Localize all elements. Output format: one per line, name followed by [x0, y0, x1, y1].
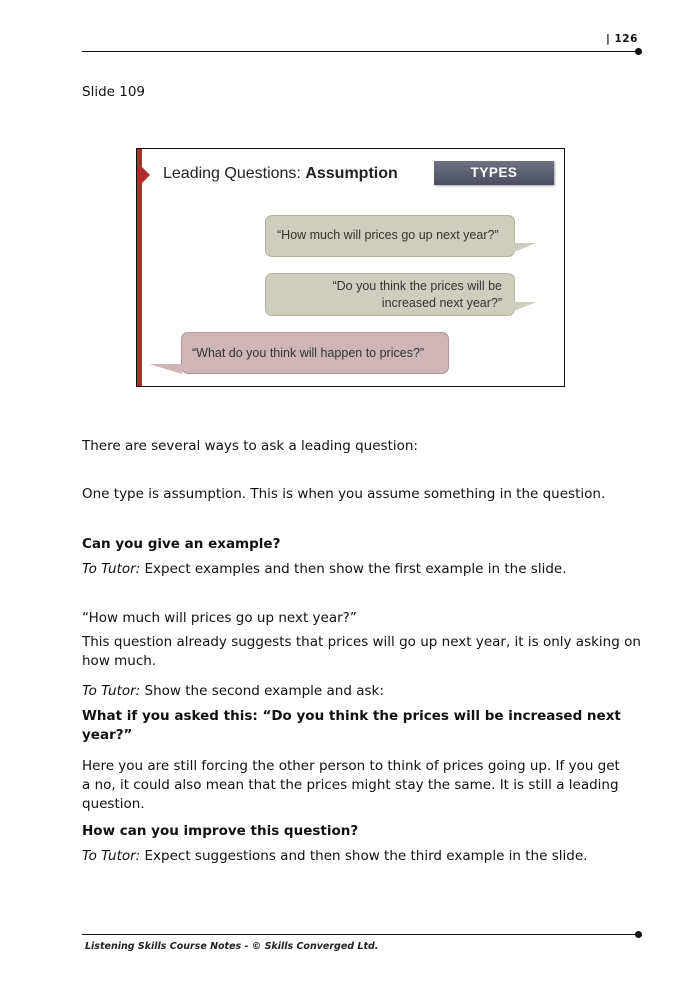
slide-title-bold: Assumption	[305, 165, 398, 182]
page-number: | 126	[606, 33, 638, 45]
paragraph-intro: There are several ways to ask a leading question:	[82, 438, 418, 454]
speech-bubble-tail	[149, 364, 182, 374]
slide-image	[136, 148, 565, 387]
paragraph-forcing: Here you are still forcing the other person to think of prices going up. If you get a no, it could also mean that the prices might stay the same. It is still a leading question.	[82, 758, 620, 812]
header-rule	[82, 51, 638, 52]
slide-arrow-icon	[142, 167, 150, 183]
bubble-1-text: “How much will prices go up next year?”	[277, 228, 499, 242]
tutor-note-2	[82, 682, 642, 701]
question-improve	[82, 822, 642, 841]
speech-bubble-tail	[514, 243, 536, 252]
tutor-note-text: Expect suggestions and then show the third example in the slide.	[140, 848, 588, 864]
paragraph-explanation: This question already suggests that prices will go up next year, it is only asking on how much.	[82, 634, 641, 669]
speech-bubble-3	[181, 332, 449, 374]
speech-bubble-1	[265, 215, 515, 257]
tutor-note-3	[82, 847, 642, 866]
bubble-2-line-2: increased next year?”	[381, 296, 502, 310]
tutor-note-text: Expect examples and then show the first example in the slide.	[140, 561, 567, 577]
question-example	[82, 535, 642, 554]
slide-title-prefix: Leading Questions:	[163, 165, 306, 182]
bubble-3-text: “What do you think will happen to prices?”	[192, 346, 425, 360]
tutor-label: To Tutor:	[82, 561, 141, 577]
quote-first-example: “How much will prices go up next year?”	[82, 610, 357, 626]
footer-rule	[82, 934, 638, 935]
question-second-text: What if you asked this: “Do you think the prices will be increased next year?”	[82, 708, 621, 743]
tutor-label: To Tutor:	[82, 848, 141, 864]
footer-rule-dot	[635, 931, 642, 938]
tutor-note-1	[82, 560, 642, 579]
footer-text: Listening Skills Course Notes - © Skills Converged Ltd.	[85, 941, 379, 952]
slide-label: Slide 109	[82, 84, 146, 100]
question-improve-text: How can you improve this question?	[82, 823, 359, 839]
tutor-note-text: Show the second example and ask:	[140, 683, 384, 699]
bubble-2-line-1: “Do you think the prices will be	[332, 279, 502, 293]
slide-accent-bar	[137, 149, 142, 386]
speech-bubble-tail	[514, 302, 536, 311]
types-badge: TYPES	[434, 161, 554, 185]
question-second	[82, 707, 642, 745]
header-rule-dot	[635, 48, 642, 55]
question-example-text: Can you give an example?	[82, 536, 281, 552]
speech-bubble-2	[265, 273, 515, 316]
paragraph-assumption: One type is assumption. This is when you assume something in the question.	[82, 486, 606, 502]
slide-title	[163, 165, 398, 183]
tutor-label: To Tutor:	[82, 683, 141, 699]
